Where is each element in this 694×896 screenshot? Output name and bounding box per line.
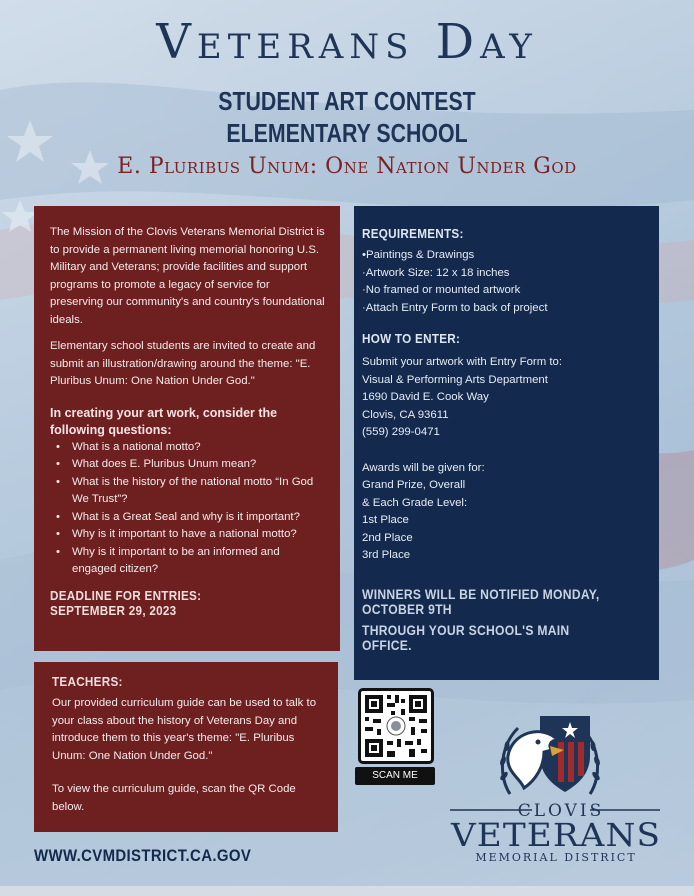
list-item: •Paintings & Drawings: [362, 249, 475, 261]
clovis-veterans-logo: [440, 706, 670, 866]
invitation-paragraph: Elementary school students are invited to create and submit an illustration/drawing around the theme: "E. Pluribus Unum: One Nation Under God.": [50, 340, 316, 387]
list-item: ·No framed or mounted artwork: [362, 284, 521, 296]
eagle-shield-icon: [440, 706, 670, 866]
teachers-heading: TEACHERS:: [52, 674, 123, 689]
list-item: • What is a national motto?: [70, 439, 326, 457]
winners-notice: WINNERS WILL BE NOTIFIED MONDAY, OCTOBER 9TH: [362, 586, 600, 617]
qr-instruction: To view the curriculum guide, scan the QR Code below.: [52, 783, 296, 813]
contest-title: STUDENT ART CONTEST: [218, 86, 476, 116]
questions-heading: In creating your art work, consider the following questions:: [50, 405, 278, 437]
list-item: • What does E. Pluribus Unum mean?: [70, 456, 326, 474]
address-line: Submit your artwork with Entry Form to:: [362, 356, 563, 368]
logo-line-3: MEMORIAL DISTRICT: [475, 851, 637, 864]
phone-number: (559) 299-0471: [362, 426, 440, 438]
questions-list: [50, 439, 326, 579]
bottom-edge: [0, 886, 694, 896]
awards-line: Awards will be given for:: [362, 461, 485, 474]
qr-code-block[interactable]: [358, 688, 434, 785]
teachers-paragraph: Our provided curriculum guide can be used to talk to your class about the history of Veterans Day and introduce them to this year's theme: "E. Pluribus Unum: One Nation Under God.": [52, 697, 317, 762]
address-line: Clovis, CA 93611: [362, 408, 449, 421]
requirements-heading: REQUIREMENTS:: [362, 226, 464, 241]
awards-line: Grand Prize, Overall: [362, 479, 466, 491]
school-level: ELEMENTARY SCHOOL: [226, 118, 468, 148]
theme-heading: E. Pluribus Unum: One Nation Under God: [117, 154, 577, 179]
deadline-label: DEADLINE FOR ENTRIES:: [50, 587, 202, 603]
requirements-panel: [354, 206, 659, 680]
page-title: Veterans Day: [156, 14, 538, 70]
website-link[interactable]: WWW.CVMDISTRICT.CA.GOV: [34, 846, 252, 865]
list-item: ·Artwork Size: 12 x 18 inches: [362, 266, 510, 279]
awards-line: & Each Grade Level:: [362, 496, 468, 509]
list-item: • Why is it important to be an informed and engaged citizen?: [70, 544, 326, 579]
logo-line-2: VETERANS: [449, 816, 661, 854]
address-line: 1690 David E. Cook Way: [362, 391, 489, 403]
winners-notice-line-2: THROUGH YOUR SCHOOL'S MAIN OFFICE.: [362, 622, 570, 653]
awards-line: 3rd Place: [362, 549, 411, 561]
teachers-panel: [34, 662, 338, 832]
logo-line-1: CLOVIS: [517, 801, 605, 821]
mission-panel: [34, 206, 340, 651]
scan-me-label: SCAN ME: [355, 767, 435, 785]
list-item: ·Attach Entry Form to back of project: [362, 301, 548, 314]
address-line: Visual & Performing Arts Department: [362, 373, 548, 386]
awards-line: 1st Place: [362, 514, 409, 526]
list-item: • What is the history of the national motto “In God We Trust”?: [70, 474, 326, 509]
how-to-enter-heading: HOW TO ENTER:: [362, 331, 461, 346]
list-item: • Why is it important to have a national motto?: [70, 526, 326, 544]
qr-code-icon[interactable]: [358, 688, 434, 764]
mission-paragraph: The Mission of the Clovis Veterans Memorial District is to provide a permanent living memorial honoring U.S. Military and Veterans; provide facilities and support programs to promote a legacy of service for preserving our community's and country's foundational ideals.: [50, 226, 325, 326]
deadline-date: SEPTEMBER 29, 2023: [50, 602, 177, 618]
list-item: • What is a Great Seal and why is it important?: [70, 509, 326, 527]
awards-line: 2nd Place: [362, 531, 413, 544]
